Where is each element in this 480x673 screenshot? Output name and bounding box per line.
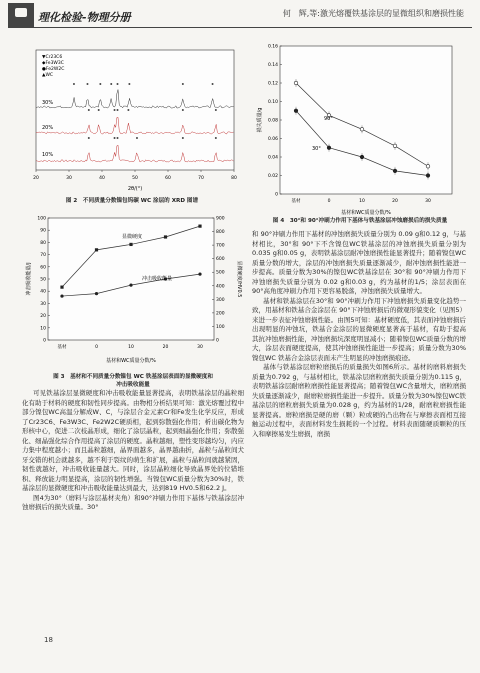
xrd-peak-marker [117, 137, 119, 139]
fig4-point [294, 109, 298, 113]
fig3-energy-label: 冲击吸收能量 [142, 276, 173, 282]
fig4-point [393, 144, 397, 148]
fig3-left-tick-label: 30 [40, 301, 46, 307]
fig3-right-tick-label: 700 [216, 243, 225, 249]
fig4-point [426, 164, 430, 168]
left-column-text [22, 389, 244, 513]
figure-2-xrd-chart [22, 44, 242, 194]
xrd-peak-marker [212, 83, 214, 85]
paragraph: 图4为30°（磨料与涂层基材夹角）和90°冲刷力作用下基体与铁基涂层冲蚀磨损后的损失质量。30° [22, 493, 244, 511]
fig3-hardness-point [129, 243, 132, 246]
fig4-point [294, 81, 298, 85]
fig4-x-tick-label: 30 [425, 199, 431, 204]
xrd-x-tick-label: 60 [165, 176, 171, 181]
xrd-peak-marker [182, 83, 184, 85]
fig4-point [360, 127, 364, 131]
xrd-peak-marker [117, 109, 119, 111]
fig4-x-tick-label: 10 [359, 199, 365, 204]
fig3-left-axis-label: 冲击吸收能量/J [26, 262, 32, 296]
fig4-point [327, 146, 331, 150]
fig3-right-tick-label: 0 [216, 338, 219, 344]
fig3-right-tick-label: 100 [216, 324, 225, 330]
xrd-x-tick-label: 30 [66, 176, 72, 181]
xrd-peak-marker [182, 109, 184, 111]
fig3-left-tick-label: 10 [40, 326, 46, 332]
fig3-left-tick-label: 80 [40, 240, 46, 246]
running-title: 何 辉,等:激光熔覆铁基涂层的显微组织和磨损性能 [282, 9, 464, 18]
xrd-peak-marker [127, 109, 129, 111]
figure-3-caption-line2: 冲击吸收能量 [116, 382, 150, 388]
fig3-x-tick-label: 10 [128, 345, 134, 350]
xrd-x-tick-label: 50 [132, 176, 138, 181]
header-rule [8, 27, 472, 28]
fig3-left-tick-label: 90 [40, 228, 46, 234]
fig4-point [393, 169, 397, 173]
journal-logo-mark [8, 3, 34, 27]
fig3-hardness-label: 显微硬度 [122, 234, 143, 240]
paragraph: 可见铁基涂层显微硬度和冲击吸收能量显著提高，表明铁基涂层的晶粒细化有助于材料的硬度和韧性同步提高。由物相分析结果可知：激光熔覆过程中部分镍包WC高温分解成W、C，与涂层合金元素Cr和Fe发生化学反应，形成了Cr23C6、Fe3W3C、Fe2W2C硬质相，起到弥散强化作用；析出碳化物为形核中心，促进二次枝晶形成，细化了涂层晶粒，起到细晶强化作用；弥散强化、细晶强化综合作用提高了涂层的硬度。晶粒越细，塑性变形越均匀，内应力集中程度越小；而且晶粒越细，晶界面越多，晶界越曲折，晶粒与晶粒间犬牙交错的机会就越多，越不利于裂纹的萌生和扩展，晶粒与晶粒间就越紧固，韧性就越好，冲击吸收能量越大。同时，涂层晶粒细化导致晶界处的位错堆积、释放能力明显提高，涂层的韧性增强。当镍包WC质量分数为30%时，铁基涂层的显微硬度和冲击吸收能量达到最大，达到819 HV0.5和62.2 J。 [22, 389, 244, 492]
fig4-label-30: 30° [312, 146, 321, 152]
xrd-x-tick-label: 20 [33, 176, 39, 181]
page-number: 18 [44, 636, 53, 644]
xrd-x-axis-label: 2θ/(°) [127, 186, 143, 192]
fig4-label-90: 90° [324, 116, 333, 122]
fig3-right-axis-label: 显微硬度/HV0.5 [236, 260, 242, 298]
fig3-x-tick-label: 0 [95, 345, 98, 350]
fig4-y-tick-label: 0.06 [267, 137, 278, 142]
journal-logo [8, 3, 138, 27]
right-column-text [252, 230, 466, 439]
figure-3-hardness-chart [22, 212, 244, 370]
fig3-left-tick-label: 100 [37, 216, 46, 222]
fig3-left-tick-label: 70 [40, 253, 46, 259]
xrd-peak-marker [98, 109, 100, 111]
fig4-x-tick-label: 20 [392, 199, 398, 204]
fig3-right-tick-label: 200 [216, 311, 225, 317]
fig3-x-tick-label: 基材 [57, 345, 67, 350]
xrd-peak-marker [114, 109, 116, 111]
fig4-y-tick-label: 0 [275, 192, 278, 198]
fig3-hardness-point [164, 235, 167, 238]
xrd-peak-marker [182, 137, 184, 139]
xrd-peak-marker [117, 83, 119, 85]
paragraph: 基体与铁基涂层磨粒磨损后的质量损失如图6所示。基材的磨料磨损失质量为0.792 g，与基材相比，铁基涂层磨粒磨损失质量分别为0.115 g，表明铁基涂层耐磨粒磨损性能显著提高；随着镍包WC含量增大，磨粒磨损失质量逐渐减少，耐磨粒磨损性能进一步提升。质量分数为30%镍包WC铁基涂层的磨粒磨损失质量为0.028 g，约为基材的1/28，耐磨粒磨损性能显著提高。磨粒磨损是硬的磨（颗）粒或硬的凸出物在与摩擦表面相互接触运动过程中，表面材料发生损耗的一个过程。材料表面随硬质颗粒的压入和摩擦易发生磨损，磨损 [252, 363, 466, 438]
xrd-series-label-20: 20% [42, 125, 54, 131]
fig4-y-tick-label: 0.16 [267, 44, 278, 50]
xrd-legend-item: ▼Cr23C6 [42, 55, 63, 60]
fig4-y-tick-label: 0.12 [267, 81, 278, 87]
fig4-point [360, 155, 364, 159]
paragraph: 和 90°冲刷力作用下基材的冲蚀磨损失质量分别为 0.09 g和0.12 g，与基材相比，30°和 90°下不含镍包WC铁基涂层的冲蚀磨损失质量分别为 0.035 g和0.05 g，表明铁基涂层耐冲蚀磨损性能显著提升；随着镍包WC质量分数的增大，涂层的冲蚀磨损失质量逐渐减少，耐冲蚀磨损性能进一步提高。质量分数为30%的镍包WC铁基涂层在 30°和 90°冲刷力作用下冲蚀磨损失质量分别为 0.02 g和0.03 g，约为基材的1/5；涂层表面在90°高角度冲刷力作用下更容易脱落，冲蚀磨损失质量增大。 [252, 230, 466, 295]
xrd-peak-marker [114, 137, 116, 139]
xrd-peak-marker [215, 137, 217, 139]
fig3-left-tick-label: 60 [40, 265, 46, 271]
xrd-legend-item: ●Fe2W2C [42, 67, 65, 72]
fig4-y-tick-label: 0.08 [267, 118, 278, 124]
fig3-x-axis-label: 基材和WC质量分数/% [106, 358, 156, 364]
fig3-left-tick-label: 50 [40, 277, 46, 283]
xrd-x-tick-label: 70 [198, 176, 204, 181]
xrd-legend-item: ▲WC [42, 73, 54, 78]
xrd-legend-item: ◆Fe3W3C [42, 61, 64, 66]
fig3-right-tick-label: 800 [216, 230, 225, 236]
fig3-x-tick-label: 20 [162, 345, 169, 350]
fig3-right-tick-label: 400 [216, 284, 225, 290]
fig3-right-tick-label: 900 [216, 216, 225, 222]
fig3-hardness-point [95, 248, 98, 251]
fig3-energy-point [198, 273, 201, 276]
figure-3-caption [20, 373, 246, 389]
fig3-hardness-point [60, 286, 63, 289]
fig4-x-tick-label: 0 [327, 199, 331, 204]
xrd-peak-marker [110, 83, 112, 85]
fig4-y-tick-label: 0.14 [267, 63, 278, 68]
journal-name: 理化检验-物理分册 [38, 11, 131, 24]
xrd-peak-marker [215, 109, 217, 111]
xrd-series-label-30: 30% [42, 100, 54, 106]
fig3-x-tick-label: 30 [197, 345, 203, 350]
fig4-y-axis-label: 损失质量/g [257, 107, 263, 133]
xrd-x-tick-label: 80 [231, 176, 237, 181]
xrd-peak-marker [88, 109, 90, 111]
fig3-right-tick-label: 300 [216, 297, 225, 303]
figure-4-loss-chart [252, 40, 464, 215]
xrd-peak-marker [136, 137, 138, 139]
fig4-y-tick-label: 0.10 [267, 100, 278, 105]
fig3-right-tick-label: 600 [216, 257, 225, 263]
xrd-peak-marker [88, 137, 90, 139]
fig3-energy-point [129, 284, 132, 287]
xrd-peak-marker [128, 83, 130, 85]
fig4-y-tick-label: 0.04 [267, 155, 278, 161]
fig3-energy-point [95, 292, 98, 295]
fig3-hardness-point [198, 225, 201, 228]
fig3-left-tick-label: 0 [43, 338, 46, 344]
figure-4-caption: 图 4 30°和 90°冲刷力作用下基体与铁基涂层冲蚀磨损后的损失质量 [272, 218, 448, 224]
fig4-point [426, 174, 430, 178]
fig3-energy-point [60, 294, 63, 297]
fig4-y-tick-label: 0.02 [267, 174, 278, 179]
xrd-x-tick-label: 40 [99, 176, 105, 181]
fig4-x-axis-label: 基材和WC质量分数/% [341, 210, 391, 215]
fig4-x-tick-label: 基材 [291, 199, 301, 204]
xrd-peak-marker [86, 83, 88, 85]
fig3-left-tick-label: 40 [40, 289, 46, 295]
figure-2-caption: 图 2 不同质量分数镍包钨碳 WC 涂层的 XRD 图谱 [65, 198, 199, 204]
xrd-peak-marker [99, 83, 101, 85]
figure-3-caption-line1: 图 3 基材和不同质量分数镍包 WC 铁基涂层表面的显微硬度和 [53, 374, 213, 380]
paragraph: 基材和铁基涂层在30°和 90°冲刷力作用下冲蚀磨损失质量变化趋势一致，用基材和铁基合金涂层在 90°下冲蚀磨损后的微观形貌变化（见图5）来进一步表征冲蚀磨损性能。由图5可知：基材硬度低，其表面冲蚀磨损后出现明显的冲蚀坑，铁基合金涂层的显微硬度显著高于基材，有助于提高其抗冲蚀磨损性能，冲蚀磨损坑深度明显减小；随着镍包WC质量分数的增大，涂层表面硬度提高，使其冲蚀磨损性能进一步提高；质量分数为30%镍包WC 铁基合金涂层表面未产生明显的冲蚀磨损痕迹。 [252, 296, 466, 362]
fig3-left-tick-label: 20 [40, 314, 46, 320]
xrd-peak-marker [73, 83, 75, 85]
xrd-series-label-10: 10% [42, 152, 54, 158]
fig3-right-tick-label: 500 [216, 270, 225, 276]
